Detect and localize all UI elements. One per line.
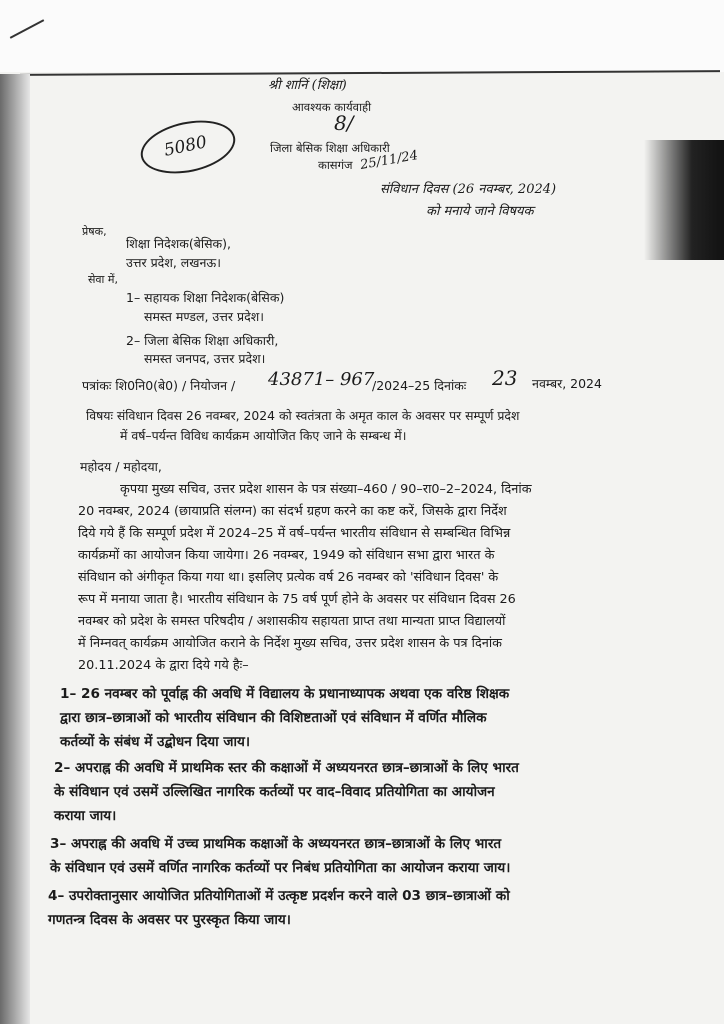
ref-year: /2024–25 दिनांकः [372,378,467,393]
point-3-line: 3– अपराह्न की अवधि में उच्च प्राथमिक कक्षाओं के अध्ययनरत छात्र–छात्राओं के लिए भारत [50,836,502,852]
circled-number: 5080 [162,132,209,161]
body-line: 20.11.2024 के द्वारा दिये गये हैः– [78,658,249,673]
recipient-1-line-1: 1– सहायक शिक्षा निदेशक(बेसिक) [126,290,285,305]
body-line: नवम्बर को प्रदेश के समस्त परिषदीय / अशासकीय सहायता प्राप्त तथा मान्यता प्राप्त विद्यालयों [78,614,506,629]
point-2-line: कराया जाय। [54,808,117,824]
initials: 8/ [334,111,354,135]
ref-day: 23 [492,366,518,390]
body-line: कार्यक्रमों का आयोजन किया जायेगा। 26 नवम्बर, 1949 को संविधान सभा द्वारा भारत के [78,548,495,563]
right-scan-shadow [644,140,724,260]
left-scan-shadow [0,74,30,1024]
dbso-stamp: जिला बेसिक शिक्षा अधिकारी [270,141,390,155]
body-line: रूप में मनाया जाता है। भारतीय संविधान के 75 वर्ष पूर्ण होने के अवसर पर संविधान दिवस 26 [78,592,516,607]
sender-name: शिक्षा निदेशक(बेसिक), [126,236,231,251]
body-line: संविधान को अंगीकृत किया गया था। इसलिए प्रत्येक वर्ष 26 नवम्बर को 'संविधान दिवस' के [78,570,499,585]
samvidhan-note-2: को मनाये जाने विषयक [426,204,534,219]
point-2-line: 2– अपराह्न की अवधि में प्राथमिक स्तर की कक्षाओं में अध्ययनरत छात्र–छात्राओं के लिए भारत [54,760,519,776]
samvidhan-note: संविधान दिवस (26 नवम्बर, 2024) [380,182,557,197]
recipient-2-line-2: समस्त जनपद, उत्तर प्रदेश। [144,351,266,366]
sender-place: उत्तर प्रदेश, लखनऊ। [126,255,221,270]
recipient-1-line-2: समस्त मण्डल, उत्तर प्रदेश। [144,309,264,324]
subject-line-1: विषयः संविधान दिवस 26 नवम्बर, 2024 को स्वतंत्रता के अमृत काल के अवसर पर सम्पूर्ण प्रदेश [86,408,520,423]
point-2-line: के संविधान एवं उसमें उल्लिखित नागरिक कर्तव्यों पर वाद–विवाद प्रतियोगिता का आयोजन [54,784,495,800]
recipient-2-line-1: 2– जिला बेसिक शिक्षा अधिकारी, [126,333,279,348]
subject-line-2: में वर्ष–पर्यन्त विविध कार्यक्रम आयोजित किए जाने के सम्बन्ध में। [120,428,407,443]
body-line: दिये गये हैं कि सम्पूर्ण प्रदेश में 2024–25 में वर्ष–पर्यन्त भारतीय संविधान से सम्बन्धित विभिन्न [78,526,511,541]
sender-label: प्रेषक, [82,225,107,238]
ref-number: 43871– 967 [268,369,375,390]
point-4-line: गणतन्त्र दिवस के अवसर पर पुरस्कृत किया जाय। [48,912,291,928]
dbso-place: कासगंज [318,158,353,172]
to-label: सेवा में, [88,273,118,286]
stamp-date: 25/11/24 [359,148,420,173]
point-1-line: 1– 26 नवम्बर को पूर्वाह्न की अवधि में विद्यालय के प्रधानाध्यापक अथवा एक वरिष्ठ शिक्षक [60,686,510,702]
point-3-line: के संविधान एवं उसमें वर्णित नागरिक कर्तव्यों पर निबंध प्रतियोगिता का आयोजन कराया जाय। [50,860,511,876]
action-note: आवश्यक कार्यवाही [292,100,372,114]
salutation: महोदय / महोदया, [80,459,162,474]
point-1-line: द्वारा छात्र–छात्राओं को भारतीय संविधान की विशिष्टताओं एवं संविधान में वर्णित मौलिक [60,710,487,726]
point-4-line: 4– उपरोक्तानुसार आयोजित प्रतियोगिताओं में उत्कृष्ट प्रदर्शन करने वाले 03 छात्र–छात्राओं को [48,888,510,904]
top-handwriting: श्री शानिं (शिक्षा) [268,78,347,93]
circled-number-stamp [136,113,240,182]
scan-background [0,0,724,72]
body-line: कृपया मुख्य सचिव, उत्तर प्रदेश शासन के पत्र संख्या–460 / 90–रा0–2–2024, दिनांक [120,482,532,497]
point-1-line: कर्तव्यों के संबंध में उद्बोधन दिया जाय। [60,734,251,750]
body-line: में निम्नवत् कार्यक्रम आयोजित कराने के निर्देश मुख्य सचिव, उत्तर प्रदेश शासन के पत्र दिनांक [78,636,503,651]
ref-month: नवम्बर, 2024 [532,376,602,391]
ref-prefix: पत्रांकः शि0नि0(बे0) / नियोजन / [82,378,236,393]
body-line: 20 नवम्बर, 2024 (छायाप्रति संलग्न) का संदर्भ ग्रहण करने का कष्ट करें, जिसके द्वारा निर्देश [78,504,507,519]
